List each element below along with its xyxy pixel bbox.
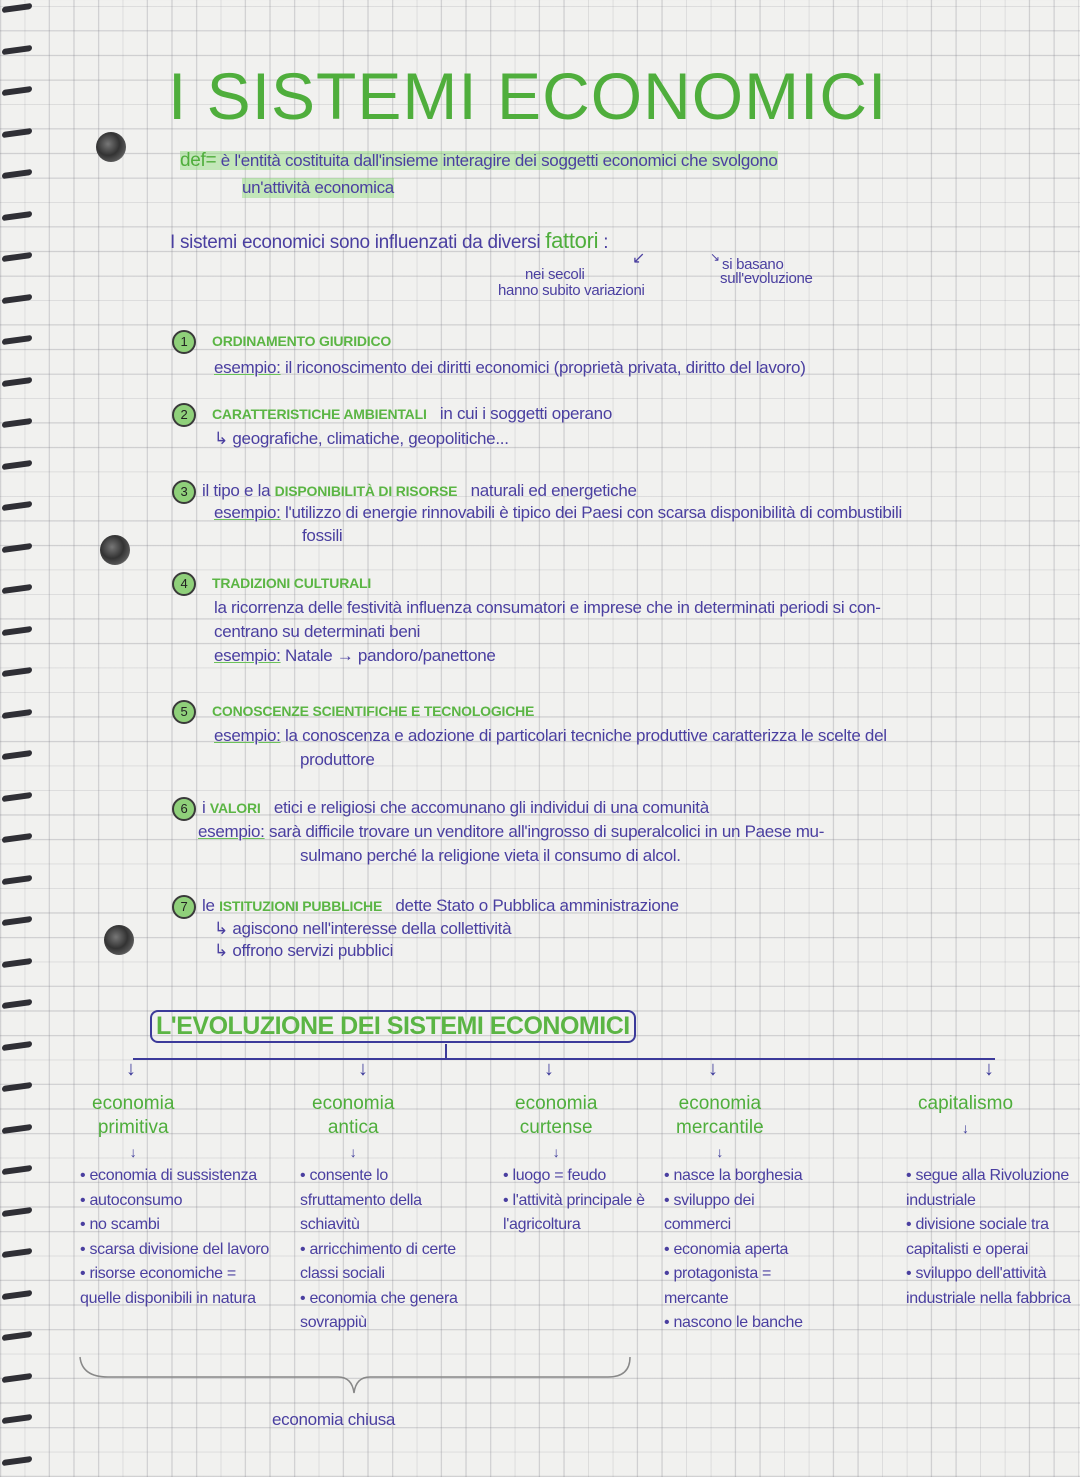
spiral-ring bbox=[0, 251, 36, 265]
factor-number-badge: 2 bbox=[172, 403, 196, 427]
spiral-ring bbox=[0, 832, 36, 846]
definition-line1: è l'entità costituita dall'insieme interagire dei soggetti economici che svolgono bbox=[220, 151, 778, 170]
factor-detail-text: il riconoscimento dei diritti economici (proprietà privata, diritto del lavoro) bbox=[285, 358, 806, 377]
list-item bbox=[80, 1238, 280, 1263]
factor-prefix: le bbox=[202, 896, 215, 915]
evolution-column-heading bbox=[515, 1092, 597, 1164]
list-item bbox=[80, 1189, 280, 1214]
factor-detail-label: esempio: bbox=[214, 726, 281, 745]
factor-heading bbox=[172, 895, 679, 919]
factor-detail-text: sulmano perché la religione vieta il consumo di alcol. bbox=[300, 846, 681, 865]
list-item-text: economia che genera sovrappiù bbox=[300, 1289, 458, 1331]
factor-number-badge: 3 bbox=[172, 480, 196, 504]
spiral-ring bbox=[0, 957, 36, 971]
punch-hole bbox=[96, 132, 126, 162]
list-item bbox=[664, 1238, 824, 1263]
factor-title: CARATTERISTICHE AMBIENTALI bbox=[212, 406, 427, 422]
intro-colon: : bbox=[603, 232, 609, 253]
list-item-text: autoconsumo bbox=[89, 1191, 183, 1209]
factor-detail-text: agiscono nell'interesse della collettività bbox=[232, 919, 512, 938]
factor-heading bbox=[172, 480, 637, 504]
factor-detail-label: ↳ bbox=[214, 919, 228, 938]
spiral-ring bbox=[0, 1164, 36, 1178]
evolution-column-list bbox=[906, 1164, 1080, 1311]
heading-line1: economia bbox=[515, 1093, 598, 1114]
bullet-icon: • bbox=[503, 1167, 513, 1184]
brace-icon bbox=[78, 1355, 638, 1395]
factor-title: CONOSCENZE SCIENTIFICHE E TECNOLOGICHE bbox=[212, 703, 535, 719]
factor-heading bbox=[172, 572, 384, 596]
note-right-1: si basano bbox=[722, 256, 784, 273]
bullet-icon: • bbox=[503, 1191, 513, 1209]
note-left-2: hanno subito variazioni bbox=[498, 282, 645, 299]
spiral-ring bbox=[0, 334, 36, 348]
factor-detail-text: centrano su determinati beni bbox=[214, 622, 421, 641]
page-title: I SISTEMI ECONOMICI bbox=[168, 59, 888, 133]
list-item bbox=[906, 1262, 1080, 1311]
spiral-ring bbox=[0, 1040, 36, 1054]
spiral-ring bbox=[0, 625, 36, 639]
list-item bbox=[503, 1189, 663, 1238]
heading-line1: economia bbox=[678, 1093, 762, 1114]
intro-keyword: fattori bbox=[545, 228, 599, 253]
list-item bbox=[300, 1287, 460, 1336]
definition bbox=[180, 150, 778, 172]
list-item bbox=[664, 1311, 824, 1336]
spiral-ring bbox=[0, 1123, 36, 1137]
list-item-text: segue alla Rivoluzione industriale bbox=[906, 1167, 1069, 1209]
intro-sentence: I sistemi economici sono influenzati da diversi bbox=[170, 232, 541, 253]
arrow-down-icon: ↓ bbox=[716, 1144, 724, 1160]
spiral-ring bbox=[0, 376, 36, 390]
tree-line bbox=[133, 1058, 995, 1060]
spiral-ring bbox=[0, 44, 36, 58]
note-right-2: sull'evoluzione bbox=[720, 270, 813, 287]
list-item bbox=[503, 1164, 663, 1189]
bullet-icon: • bbox=[80, 1265, 90, 1282]
factor-suffix: naturali ed energetiche bbox=[470, 481, 637, 500]
spiral-ring bbox=[0, 168, 36, 182]
factor-detail-text: l'utilizzo di energie rinnovabili è tipico dei Paesi con scarsa disponibilità di combustibili bbox=[285, 503, 902, 522]
tree-line bbox=[445, 1044, 447, 1058]
list-item bbox=[80, 1213, 280, 1238]
factor-detail-text: Natale → pandoro/panettone bbox=[285, 646, 496, 665]
list-item-text: arricchimento di certe classi sociali bbox=[300, 1240, 456, 1282]
factor-detail-text: la ricorrenza delle festività influenza consumatori e imprese che in determinati periodi si con- bbox=[214, 598, 881, 617]
list-item bbox=[906, 1213, 1080, 1262]
bullet-icon: • bbox=[80, 1240, 90, 1258]
bullet-icon: • bbox=[300, 1167, 310, 1184]
spiral-ring bbox=[0, 1330, 36, 1344]
arrow-down-icon: ↓ bbox=[126, 1058, 136, 1080]
bullet-icon: • bbox=[300, 1289, 310, 1307]
factor-detail-label: esempio: bbox=[198, 822, 265, 841]
spiral-ring bbox=[0, 459, 36, 473]
factor-title: ISTITUZIONI PUBBLICHE bbox=[219, 898, 383, 914]
spiral-ring bbox=[0, 749, 36, 763]
arrow-down-icon: ↓ bbox=[708, 1058, 718, 1080]
list-item bbox=[664, 1262, 824, 1311]
factor-heading bbox=[172, 403, 612, 427]
heading-line1: economia bbox=[92, 1093, 175, 1114]
spiral-ring bbox=[0, 708, 36, 722]
bullet-icon: • bbox=[664, 1265, 674, 1282]
arrow-down-icon: ↓ bbox=[349, 1144, 357, 1160]
spiral-ring bbox=[0, 1247, 36, 1261]
factor-detail-label: esempio: bbox=[214, 646, 281, 665]
list-item bbox=[300, 1238, 460, 1287]
bullet-icon: • bbox=[80, 1191, 90, 1209]
factor-prefix: i bbox=[202, 798, 206, 817]
list-item bbox=[664, 1164, 824, 1189]
list-item-text: economia aperta bbox=[673, 1240, 789, 1258]
bullet-icon: • bbox=[664, 1240, 674, 1258]
list-item-text: divisione sociale tra capitalisti e operai bbox=[906, 1216, 1049, 1258]
heading-line1: economia bbox=[312, 1093, 395, 1114]
list-item-text: sviluppo dei commerci bbox=[664, 1191, 755, 1233]
factor-title: DISPONIBILITÀ DI RISORSE bbox=[274, 483, 458, 499]
note-left-1: nei secoli bbox=[525, 266, 585, 283]
evolution-column-heading bbox=[92, 1092, 174, 1164]
spiral-ring bbox=[0, 1372, 36, 1386]
evolution-column-list bbox=[80, 1164, 280, 1311]
factor-detail-line bbox=[302, 526, 342, 546]
factor-detail-text: produttore bbox=[300, 750, 375, 769]
factor-suffix: etici e religiosi che accomunano gli individui di una comunità bbox=[273, 798, 709, 817]
arrow-down-icon: ↓ bbox=[544, 1058, 554, 1080]
factor-detail-line bbox=[214, 646, 496, 666]
list-item-text: economia di sussistenza bbox=[89, 1167, 257, 1184]
arrow-down-icon: ↓ bbox=[984, 1058, 994, 1080]
spiral-ring bbox=[0, 1289, 36, 1303]
list-item bbox=[300, 1164, 460, 1238]
bullet-icon: • bbox=[664, 1314, 674, 1331]
bullet-icon: • bbox=[664, 1191, 674, 1209]
list-item bbox=[664, 1189, 824, 1238]
factor-detail-label: ↳ bbox=[214, 429, 228, 448]
factor-detail-label: esempio: bbox=[214, 358, 281, 377]
factor-number-badge: 5 bbox=[172, 700, 196, 724]
spiral-ring bbox=[0, 127, 36, 141]
factor-detail-line bbox=[300, 846, 681, 866]
factor-title: ORDINAMENTO GIURIDICO bbox=[212, 333, 392, 349]
spiral-ring bbox=[0, 1413, 36, 1427]
bullet-icon: • bbox=[664, 1167, 674, 1184]
list-item-text: protagonista = mercante bbox=[664, 1265, 772, 1307]
factor-detail-line bbox=[214, 622, 420, 642]
spiral-ring bbox=[0, 1206, 36, 1220]
factor-heading bbox=[172, 700, 547, 724]
factor-heading bbox=[172, 330, 404, 354]
factor-detail-text: offrono servizi pubblici bbox=[232, 941, 394, 960]
factor-detail-line bbox=[214, 919, 511, 939]
spiral-ring bbox=[0, 915, 36, 929]
factor-detail-label: esempio: bbox=[214, 503, 281, 522]
bullet-icon: • bbox=[80, 1216, 90, 1233]
heading-line1: capitalismo bbox=[918, 1093, 1014, 1114]
bullet-icon: • bbox=[906, 1167, 916, 1184]
heading-line2: curtense bbox=[519, 1117, 593, 1138]
evolution-column-list bbox=[300, 1164, 460, 1336]
heading-line2: primitiva bbox=[97, 1117, 169, 1138]
evolution-column-heading bbox=[918, 1092, 1013, 1140]
arrow-down-icon: ↓ bbox=[358, 1058, 368, 1080]
spiral-ring bbox=[0, 583, 36, 597]
punch-hole bbox=[100, 535, 130, 565]
bullet-icon: • bbox=[300, 1240, 310, 1258]
punch-hole bbox=[104, 925, 134, 955]
evolution-column-heading bbox=[312, 1092, 394, 1164]
intro-text bbox=[170, 228, 608, 254]
evolution-column-list bbox=[503, 1164, 663, 1238]
spiral-ring bbox=[0, 1455, 36, 1469]
list-item-text: l'attività principale è l'agricoltura bbox=[503, 1191, 645, 1233]
spiral-ring bbox=[0, 2, 36, 16]
factor-detail-line bbox=[214, 598, 881, 618]
factor-detail-line bbox=[214, 429, 509, 449]
factor-number-badge: 7 bbox=[172, 895, 196, 919]
factor-detail-line bbox=[300, 750, 375, 770]
bullet-icon: • bbox=[906, 1265, 916, 1282]
factor-heading bbox=[172, 797, 709, 821]
spiral-ring bbox=[0, 666, 36, 680]
list-item bbox=[80, 1164, 280, 1189]
factor-detail-line bbox=[214, 941, 393, 961]
list-item-text: nasce la borghesia bbox=[673, 1167, 803, 1184]
evolution-column-list bbox=[664, 1164, 824, 1336]
list-item-text: risorse economiche = quelle disponibili in natura bbox=[80, 1265, 256, 1307]
arrow-icon: ↘ bbox=[710, 250, 721, 264]
list-item bbox=[80, 1262, 280, 1311]
heading-line2: mercantile bbox=[676, 1117, 764, 1138]
factor-detail-line bbox=[214, 726, 887, 746]
spiral-ring bbox=[0, 791, 36, 805]
factor-title: VALORI bbox=[209, 800, 261, 816]
factor-detail-text: la conoscenza e adozione di particolari tecniche produttive caratterizza le scelte del bbox=[285, 726, 887, 745]
factor-detail-line bbox=[214, 358, 806, 378]
factor-detail-text: fossili bbox=[302, 526, 343, 545]
spiral-ring bbox=[0, 210, 36, 224]
factor-detail-label: ↳ bbox=[214, 941, 228, 960]
list-item-text: nascono le banche bbox=[673, 1314, 803, 1331]
spiral-ring bbox=[0, 85, 36, 99]
definition-line2: un'attività economica bbox=[242, 178, 394, 197]
spiral-ring bbox=[0, 874, 36, 888]
list-item-text: luogo = feudo bbox=[512, 1167, 606, 1184]
bullet-icon: • bbox=[906, 1216, 916, 1233]
list-item-text: sviluppo dell'attività industriale nella fabbrica bbox=[906, 1265, 1071, 1307]
spiral-ring bbox=[0, 542, 36, 556]
factor-detail-line bbox=[214, 503, 902, 523]
factor-detail-line bbox=[198, 822, 824, 842]
arrow-down-icon: ↓ bbox=[552, 1144, 560, 1160]
factor-suffix: in cui i soggetti operano bbox=[439, 404, 612, 423]
spiral-ring bbox=[0, 500, 36, 514]
factor-number-badge: 1 bbox=[172, 330, 196, 354]
list-item-text: scarsa divisione del lavoro bbox=[89, 1240, 270, 1258]
factor-title: TRADIZIONI CULTURALI bbox=[212, 575, 372, 591]
brace-label: economia chiusa bbox=[272, 1410, 396, 1429]
heading-line2: antica bbox=[327, 1117, 379, 1138]
factor-number-badge: 4 bbox=[172, 572, 196, 596]
factor-prefix: il tipo e la bbox=[202, 481, 271, 500]
spiral-ring bbox=[0, 417, 36, 431]
evolution-column-heading bbox=[676, 1092, 764, 1164]
arrow-down-icon: ↓ bbox=[962, 1120, 970, 1136]
factor-detail-text: geografiche, climatiche, geopolitiche... bbox=[232, 429, 509, 448]
definition-label: def= bbox=[180, 150, 217, 171]
list-item bbox=[906, 1164, 1080, 1213]
spiral-ring bbox=[0, 998, 36, 1012]
arrow-icon: ↙ bbox=[632, 250, 646, 267]
list-item-text: no scambi bbox=[89, 1216, 160, 1233]
evolution-title: L'EVOLUZIONE DEI SISTEMI ECONOMICI bbox=[150, 1010, 636, 1043]
bullet-icon: • bbox=[80, 1167, 90, 1184]
factor-detail-text: sarà difficile trovare un venditore all'ingrosso di superalcolici in un Paese mu- bbox=[269, 822, 825, 841]
spiral-ring bbox=[0, 293, 36, 307]
spiral-ring bbox=[0, 1081, 36, 1095]
arrow-down-icon: ↓ bbox=[129, 1144, 137, 1160]
factor-suffix: dette Stato o Pubblica amministrazione bbox=[395, 896, 679, 915]
list-item-text: consente lo sfruttamento della schiavitù bbox=[300, 1167, 422, 1233]
factor-number-badge: 6 bbox=[172, 797, 196, 821]
